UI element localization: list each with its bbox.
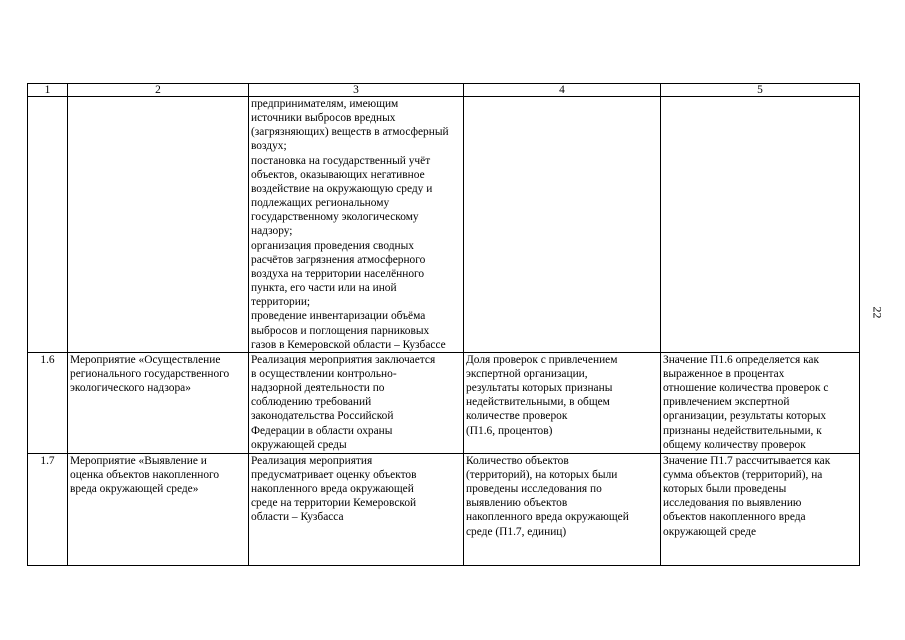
text-line: Количество объектов — [466, 454, 569, 467]
text-line: законодательства Российской — [251, 410, 394, 423]
text-line: проведены исследования по — [466, 483, 602, 496]
indicator-cell — [464, 352, 661, 453]
text-line: накопленного вреда окружающей — [251, 483, 414, 496]
table-row — [28, 453, 860, 565]
text-line: надзору; — [251, 225, 293, 238]
text-line: Мероприятие «Осуществление — [70, 353, 221, 366]
measures-table — [27, 83, 860, 566]
text-line: постановка на государственный учёт — [251, 154, 431, 167]
text-line: окружающей среде — [663, 525, 757, 538]
text-line: источники выбросов вредных — [251, 112, 396, 125]
text-line: (П1.6, процентов) — [466, 424, 553, 437]
text-line: экологического надзора» — [70, 382, 191, 395]
text-line: организация проведения сводных — [251, 239, 414, 252]
text-line: среде (П1.7, единиц) — [466, 525, 567, 538]
text-line: государственному экологическому — [251, 211, 419, 224]
row-number: 1.6 — [28, 352, 68, 453]
text-line: предусматривает оценку объектов — [251, 468, 417, 481]
text-line: проведение инвентаризации объёма — [251, 310, 426, 323]
table-row — [28, 352, 860, 453]
text-line: среде на территории Кемеровской — [251, 497, 417, 510]
text-line: Доля проверок с привлечением — [466, 353, 618, 366]
text-line: объектов накопленного вреда — [663, 511, 806, 524]
text-line: признаны недействительными, к — [663, 424, 822, 437]
text-line: экспертной организации, — [466, 367, 588, 380]
text-line: объектов, оказывающих негативное — [251, 168, 425, 181]
measure-description-cell — [249, 453, 464, 565]
cell-empty — [464, 97, 661, 353]
calculation-cell — [661, 453, 860, 565]
text-line: сумма объектов (территорий), на — [663, 468, 823, 481]
measure-name-cell — [68, 352, 249, 453]
cell-empty — [661, 97, 860, 353]
continuation-row — [28, 97, 860, 353]
cell-empty — [28, 97, 68, 353]
text-line: организации, результаты которых — [663, 410, 827, 423]
text-line: пункта, его части или на иной — [251, 282, 397, 295]
text-line: Федерации в области охраны — [251, 424, 393, 437]
col-header-1: 1 — [28, 84, 68, 97]
text-line: которых были проведены — [663, 483, 787, 496]
measure-name-cell — [68, 453, 249, 565]
calculation-cell — [661, 352, 860, 453]
text-line: расчётов загрязнения атмосферного — [251, 253, 426, 266]
continuation-description-cell — [249, 97, 464, 353]
text-line: воздуха на территории населённого — [251, 267, 425, 280]
text-line: (территорий), на которых были — [466, 468, 618, 481]
col-header-3: 3 — [249, 84, 464, 97]
measure-description-cell — [249, 352, 464, 453]
col-header-4: 4 — [464, 84, 661, 97]
text-line: вреда окружающей среде» — [70, 483, 199, 496]
text-line: воздух; — [251, 140, 287, 153]
text-line: Реализация мероприятия — [251, 454, 373, 467]
text-line: недействительными, в общем — [466, 396, 610, 409]
text-line: (загрязняющих) веществ в атмосферный — [251, 126, 449, 139]
text-line: в осуществлении контрольно- — [251, 367, 397, 380]
text-line: Значение П1.6 определяется как — [663, 353, 820, 366]
indicator-cell — [464, 453, 661, 565]
header-row — [28, 84, 860, 97]
text-line: Мероприятие «Выявление и — [70, 454, 207, 467]
text-line: воздействие на окружающую среду и — [251, 182, 433, 195]
text-line: территории; — [251, 296, 311, 309]
text-line: выбросов и поглощения парниковых — [251, 324, 430, 337]
text-line: Реализация мероприятия заключается — [251, 353, 436, 366]
text-line: выявлению объектов — [466, 497, 568, 510]
text-line: соблюдению требований — [251, 396, 372, 409]
text-line: окружающей среды — [251, 438, 347, 451]
text-line: области – Кузбасса — [251, 511, 344, 524]
text-line: результаты которых признаны — [466, 382, 613, 395]
col-header-5: 5 — [661, 84, 860, 97]
text-line: общему количеству проверок — [663, 438, 806, 451]
text-line: газов в Кемеровской области – Кузбассе — [251, 338, 446, 351]
text-line: регионального государственного — [70, 367, 230, 380]
text-line: привлечением экспертной — [663, 396, 790, 409]
page-number: 22 — [870, 306, 885, 319]
text-line: оценка объектов накопленного — [70, 468, 220, 481]
text-line: исследования по выявлению — [663, 497, 802, 510]
text-line: выраженное в процентах — [663, 367, 785, 380]
text-line: подлежащих региональному — [251, 197, 390, 210]
text-line: надзорной деятельности по — [251, 382, 385, 395]
text-line: накопленного вреда окружающей — [466, 511, 629, 524]
col-header-2: 2 — [68, 84, 249, 97]
cell-empty — [68, 97, 249, 353]
row-number: 1.7 — [28, 453, 68, 565]
text-line: Значение П1.7 рассчитывается как — [663, 454, 831, 467]
text-line: предпринимателям, имеющим — [251, 98, 399, 110]
text-line: количестве проверок — [466, 410, 568, 423]
text-line: отношение количества проверок с — [663, 382, 829, 395]
